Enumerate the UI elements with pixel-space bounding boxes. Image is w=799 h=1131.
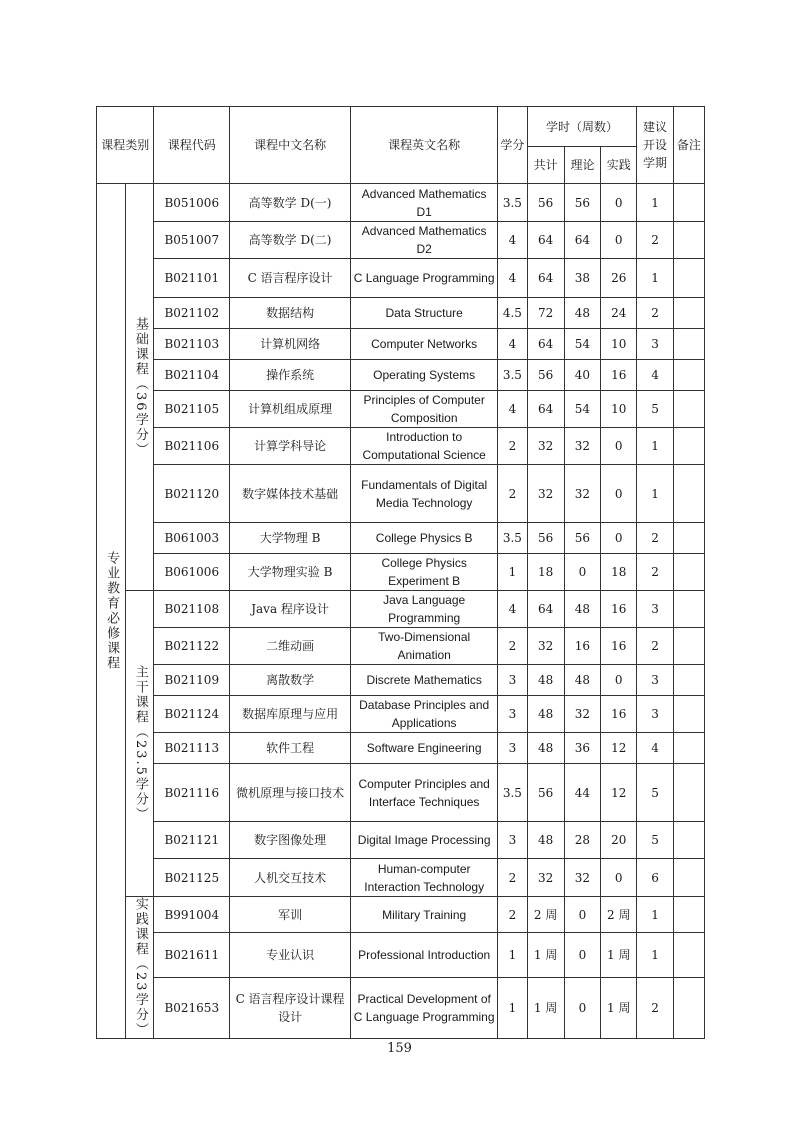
code-cell: B021103 bbox=[154, 329, 230, 360]
name-en-cell: Data Structure bbox=[351, 298, 498, 329]
hours-practice-cell: 12 bbox=[601, 764, 637, 822]
code-cell: B021102 bbox=[154, 298, 230, 329]
name-cn-cell: 离散数学 bbox=[230, 665, 351, 696]
header-hours-total: 共计 bbox=[527, 147, 564, 184]
name-cn-cell: 数字图像处理 bbox=[230, 822, 351, 859]
credit-cell: 4 bbox=[498, 259, 527, 298]
code-cell: B051007 bbox=[154, 222, 230, 259]
hours-theory-cell: 32 bbox=[564, 696, 600, 733]
remark-cell bbox=[673, 696, 704, 733]
code-cell: B991004 bbox=[154, 897, 230, 933]
subcategory-cell bbox=[126, 184, 154, 591]
code-cell: B021113 bbox=[154, 733, 230, 764]
header-name-en: 课程英文名称 bbox=[351, 107, 498, 184]
hours-practice-cell: 0 bbox=[601, 428, 637, 465]
hours-total-cell: 72 bbox=[527, 298, 564, 329]
remark-cell bbox=[673, 859, 704, 897]
hours-practice-cell: 0 bbox=[601, 859, 637, 897]
table-row bbox=[97, 591, 705, 628]
name-cn-cell: 人机交互技术 bbox=[230, 859, 351, 897]
term-cell: 1 bbox=[637, 897, 673, 933]
term-cell: 5 bbox=[637, 822, 673, 859]
term-cell: 5 bbox=[637, 391, 673, 428]
term-cell: 2 bbox=[637, 222, 673, 259]
name-cn-cell: 大学物理实验 B bbox=[230, 554, 351, 591]
credit-cell: 3.5 bbox=[498, 764, 527, 822]
hours-theory-cell: 0 bbox=[564, 977, 600, 1038]
table-row bbox=[97, 428, 705, 465]
table-row bbox=[97, 859, 705, 897]
term-cell: 2 bbox=[637, 523, 673, 554]
code-cell: B021125 bbox=[154, 859, 230, 897]
hours-theory-cell: 48 bbox=[564, 591, 600, 628]
name-en-cell: Human-computer Interaction Technology bbox=[351, 859, 498, 897]
credit-cell: 2 bbox=[498, 428, 527, 465]
remark-cell bbox=[673, 329, 704, 360]
header-code: 课程代码 bbox=[154, 107, 230, 184]
code-cell: B021109 bbox=[154, 665, 230, 696]
name-en-cell: Practical Development of C Language Programming bbox=[351, 977, 498, 1038]
name-cn-cell: 数据结构 bbox=[230, 298, 351, 329]
subcategory-label: 基础课程（36学分） bbox=[132, 316, 148, 458]
header-term: 建议开设学期 bbox=[637, 107, 673, 184]
credit-cell: 1 bbox=[498, 933, 527, 977]
credit-cell: 4.5 bbox=[498, 298, 527, 329]
name-en-cell: Computer Principles and Interface Techniques bbox=[351, 764, 498, 822]
table-row bbox=[97, 696, 705, 733]
name-en-cell: Two-Dimensional Animation bbox=[351, 628, 498, 665]
term-cell: 1 bbox=[637, 184, 673, 222]
name-cn-cell: 高等数学 D(二) bbox=[230, 222, 351, 259]
table-row bbox=[97, 465, 705, 523]
hours-total-cell: 2 周 bbox=[527, 897, 564, 933]
hours-practice-cell: 26 bbox=[601, 259, 637, 298]
credit-cell: 4 bbox=[498, 329, 527, 360]
remark-cell bbox=[673, 428, 704, 465]
hours-total-cell: 32 bbox=[527, 859, 564, 897]
hours-theory-cell: 0 bbox=[564, 554, 600, 591]
name-en-cell: Discrete Mathematics bbox=[351, 665, 498, 696]
hours-practice-cell: 10 bbox=[601, 329, 637, 360]
hours-practice-cell: 0 bbox=[601, 665, 637, 696]
hours-practice-cell: 16 bbox=[601, 628, 637, 665]
remark-cell bbox=[673, 628, 704, 665]
credit-cell: 3 bbox=[498, 822, 527, 859]
credit-cell: 3 bbox=[498, 733, 527, 764]
hours-total-cell: 1 周 bbox=[527, 977, 564, 1038]
table-row bbox=[97, 523, 705, 554]
hours-practice-cell: 1 周 bbox=[601, 977, 637, 1038]
hours-practice-cell: 0 bbox=[601, 184, 637, 222]
name-cn-cell: 数字媒体技术基础 bbox=[230, 465, 351, 523]
hours-practice-cell: 10 bbox=[601, 391, 637, 428]
credit-cell: 1 bbox=[498, 977, 527, 1038]
hours-total-cell: 32 bbox=[527, 628, 564, 665]
hours-total-cell: 48 bbox=[527, 696, 564, 733]
term-cell: 1 bbox=[637, 465, 673, 523]
name-cn-cell: 数据库原理与应用 bbox=[230, 696, 351, 733]
subcategory-label: 主干课程（23.5学分） bbox=[132, 665, 148, 822]
credit-cell: 4 bbox=[498, 222, 527, 259]
term-cell: 2 bbox=[637, 628, 673, 665]
hours-total-cell: 56 bbox=[527, 360, 564, 391]
credit-cell: 2 bbox=[498, 628, 527, 665]
subcategory-cell bbox=[126, 591, 154, 897]
credit-cell: 1 bbox=[498, 554, 527, 591]
course-table bbox=[96, 106, 705, 1039]
code-cell: B021611 bbox=[154, 933, 230, 977]
header-category: 课程类别 bbox=[97, 107, 154, 184]
name-en-cell: Java Language Programming bbox=[351, 591, 498, 628]
code-cell: B021122 bbox=[154, 628, 230, 665]
credit-cell: 4 bbox=[498, 391, 527, 428]
credit-cell: 3.5 bbox=[498, 360, 527, 391]
hours-theory-cell: 32 bbox=[564, 859, 600, 897]
hours-practice-cell: 0 bbox=[601, 465, 637, 523]
remark-cell bbox=[673, 554, 704, 591]
hours-theory-cell: 38 bbox=[564, 259, 600, 298]
code-cell: B061006 bbox=[154, 554, 230, 591]
term-cell: 3 bbox=[637, 329, 673, 360]
hours-total-cell: 64 bbox=[527, 222, 564, 259]
hours-practice-cell: 16 bbox=[601, 696, 637, 733]
hours-total-cell: 48 bbox=[527, 733, 564, 764]
term-cell: 1 bbox=[637, 933, 673, 977]
hours-total-cell: 32 bbox=[527, 428, 564, 465]
table-row bbox=[97, 628, 705, 665]
term-cell: 2 bbox=[637, 298, 673, 329]
hours-theory-cell: 48 bbox=[564, 298, 600, 329]
hours-theory-cell: 32 bbox=[564, 465, 600, 523]
code-cell: B021104 bbox=[154, 360, 230, 391]
header-hours-theory: 理论 bbox=[564, 147, 600, 184]
remark-cell bbox=[673, 591, 704, 628]
hours-practice-cell: 2 周 bbox=[601, 897, 637, 933]
term-cell: 1 bbox=[637, 259, 673, 298]
hours-practice-cell: 0 bbox=[601, 523, 637, 554]
table-row bbox=[97, 298, 705, 329]
name-en-cell: Database Principles and Applications bbox=[351, 696, 498, 733]
credit-cell: 4 bbox=[498, 591, 527, 628]
code-cell: B021124 bbox=[154, 696, 230, 733]
term-cell: 4 bbox=[637, 360, 673, 391]
code-cell: B021121 bbox=[154, 822, 230, 859]
name-cn-cell: 二维动画 bbox=[230, 628, 351, 665]
remark-cell bbox=[673, 733, 704, 764]
table-row bbox=[97, 554, 705, 591]
name-cn-cell: C 语言程序设计课程设计 bbox=[230, 977, 351, 1038]
header-hours-practice: 实践 bbox=[601, 147, 637, 184]
term-cell: 3 bbox=[637, 696, 673, 733]
credit-cell: 2 bbox=[498, 859, 527, 897]
name-cn-cell: Java 程序设计 bbox=[230, 591, 351, 628]
header-name-cn: 课程中文名称 bbox=[230, 107, 351, 184]
table-row bbox=[97, 933, 705, 977]
remark-cell bbox=[673, 465, 704, 523]
table-row bbox=[97, 822, 705, 859]
remark-cell bbox=[673, 897, 704, 933]
name-en-cell: Principles of Computer Composition bbox=[351, 391, 498, 428]
table-row bbox=[97, 897, 705, 933]
term-cell: 6 bbox=[637, 859, 673, 897]
code-cell: B021116 bbox=[154, 764, 230, 822]
table-row bbox=[97, 259, 705, 298]
name-en-cell: Digital Image Processing bbox=[351, 822, 498, 859]
header-remark: 备注 bbox=[673, 107, 704, 184]
hours-theory-cell: 0 bbox=[564, 897, 600, 933]
hours-theory-cell: 54 bbox=[564, 391, 600, 428]
remark-cell bbox=[673, 977, 704, 1038]
name-en-cell: College Physics B bbox=[351, 523, 498, 554]
name-cn-cell: 高等数学 D(一) bbox=[230, 184, 351, 222]
hours-theory-cell: 36 bbox=[564, 733, 600, 764]
hours-total-cell: 1 周 bbox=[527, 933, 564, 977]
hours-practice-cell: 20 bbox=[601, 822, 637, 859]
hours-practice-cell: 18 bbox=[601, 554, 637, 591]
remark-cell bbox=[673, 523, 704, 554]
hours-theory-cell: 0 bbox=[564, 933, 600, 977]
hours-practice-cell: 0 bbox=[601, 222, 637, 259]
term-cell: 2 bbox=[637, 977, 673, 1038]
credit-cell: 2 bbox=[498, 897, 527, 933]
name-cn-cell: 微机原理与接口技术 bbox=[230, 764, 351, 822]
hours-total-cell: 64 bbox=[527, 591, 564, 628]
code-cell: B021120 bbox=[154, 465, 230, 523]
hours-total-cell: 18 bbox=[527, 554, 564, 591]
credit-cell: 3.5 bbox=[498, 523, 527, 554]
table-row bbox=[97, 977, 705, 1038]
hours-theory-cell: 56 bbox=[564, 184, 600, 222]
table-row bbox=[97, 360, 705, 391]
name-en-cell: C Language Programming bbox=[351, 259, 498, 298]
remark-cell bbox=[673, 259, 704, 298]
hours-theory-cell: 64 bbox=[564, 222, 600, 259]
term-cell: 4 bbox=[637, 733, 673, 764]
hours-total-cell: 64 bbox=[527, 329, 564, 360]
hours-total-cell: 48 bbox=[527, 665, 564, 696]
subcategory-label: 实践课程（23学分） bbox=[132, 897, 148, 1038]
term-cell: 3 bbox=[637, 665, 673, 696]
name-cn-cell: 计算学科导论 bbox=[230, 428, 351, 465]
hours-practice-cell: 16 bbox=[601, 591, 637, 628]
code-cell: B021106 bbox=[154, 428, 230, 465]
hours-total-cell: 64 bbox=[527, 391, 564, 428]
hours-theory-cell: 48 bbox=[564, 665, 600, 696]
hours-total-cell: 32 bbox=[527, 465, 564, 523]
table-row bbox=[97, 184, 705, 222]
name-en-cell: Advanced Mathematics D2 bbox=[351, 222, 498, 259]
category-main-cell bbox=[97, 184, 126, 1039]
code-cell: B021653 bbox=[154, 977, 230, 1038]
hours-practice-cell: 16 bbox=[601, 360, 637, 391]
term-cell: 3 bbox=[637, 591, 673, 628]
remark-cell bbox=[673, 933, 704, 977]
name-en-cell: Introduction to Computational Science bbox=[351, 428, 498, 465]
code-cell: B051006 bbox=[154, 184, 230, 222]
hours-theory-cell: 16 bbox=[564, 628, 600, 665]
remark-cell bbox=[673, 298, 704, 329]
hours-practice-cell: 12 bbox=[601, 733, 637, 764]
credit-cell: 3 bbox=[498, 696, 527, 733]
hours-theory-cell: 32 bbox=[564, 428, 600, 465]
table-row bbox=[97, 764, 705, 822]
hours-total-cell: 56 bbox=[527, 184, 564, 222]
remark-cell bbox=[673, 665, 704, 696]
remark-cell bbox=[673, 222, 704, 259]
term-cell: 1 bbox=[637, 428, 673, 465]
name-en-cell: Professional Introduction bbox=[351, 933, 498, 977]
remark-cell bbox=[673, 360, 704, 391]
name-en-cell: Military Training bbox=[351, 897, 498, 933]
name-en-cell: Computer Networks bbox=[351, 329, 498, 360]
table-row bbox=[97, 665, 705, 696]
hours-theory-cell: 28 bbox=[564, 822, 600, 859]
code-cell: B021105 bbox=[154, 391, 230, 428]
hours-total-cell: 64 bbox=[527, 259, 564, 298]
header-credit: 学分 bbox=[498, 107, 527, 184]
credit-cell: 3 bbox=[498, 665, 527, 696]
hours-total-cell: 48 bbox=[527, 822, 564, 859]
name-cn-cell: 大学物理 B bbox=[230, 523, 351, 554]
remark-cell bbox=[673, 822, 704, 859]
name-en-cell: Fundamentals of Digital Media Technology bbox=[351, 465, 498, 523]
code-cell: B021108 bbox=[154, 591, 230, 628]
credit-cell: 3.5 bbox=[498, 184, 527, 222]
term-cell: 2 bbox=[637, 554, 673, 591]
name-cn-cell: 计算机组成原理 bbox=[230, 391, 351, 428]
name-en-cell: Advanced Mathematics D1 bbox=[351, 184, 498, 222]
hours-theory-cell: 44 bbox=[564, 764, 600, 822]
subcategory-cell bbox=[126, 897, 154, 1039]
hours-practice-cell: 1 周 bbox=[601, 933, 637, 977]
table-row bbox=[97, 733, 705, 764]
code-cell: B061003 bbox=[154, 523, 230, 554]
hours-theory-cell: 54 bbox=[564, 329, 600, 360]
table-row bbox=[97, 222, 705, 259]
name-cn-cell: C 语言程序设计 bbox=[230, 259, 351, 298]
hours-total-cell: 56 bbox=[527, 764, 564, 822]
table-row bbox=[97, 391, 705, 428]
name-cn-cell: 军训 bbox=[230, 897, 351, 933]
hours-theory-cell: 40 bbox=[564, 360, 600, 391]
hours-practice-cell: 24 bbox=[601, 298, 637, 329]
remark-cell bbox=[673, 184, 704, 222]
name-cn-cell: 专业认识 bbox=[230, 933, 351, 977]
remark-cell bbox=[673, 764, 704, 822]
hours-theory-cell: 56 bbox=[564, 523, 600, 554]
header-hours: 学时（周数） bbox=[527, 107, 637, 147]
name-en-cell: Software Engineering bbox=[351, 733, 498, 764]
name-cn-cell: 操作系统 bbox=[230, 360, 351, 391]
hours-total-cell: 56 bbox=[527, 523, 564, 554]
name-en-cell: College Physics Experiment B bbox=[351, 554, 498, 591]
category-main-label: 专业教育必修课程 bbox=[104, 550, 120, 671]
name-cn-cell: 计算机网络 bbox=[230, 329, 351, 360]
term-cell: 5 bbox=[637, 764, 673, 822]
name-en-cell: Operating Systems bbox=[351, 360, 498, 391]
remark-cell bbox=[673, 391, 704, 428]
table-row bbox=[97, 329, 705, 360]
credit-cell: 2 bbox=[498, 465, 527, 523]
page-number: 159 bbox=[387, 1041, 412, 1056]
code-cell: B021101 bbox=[154, 259, 230, 298]
name-cn-cell: 软件工程 bbox=[230, 733, 351, 764]
